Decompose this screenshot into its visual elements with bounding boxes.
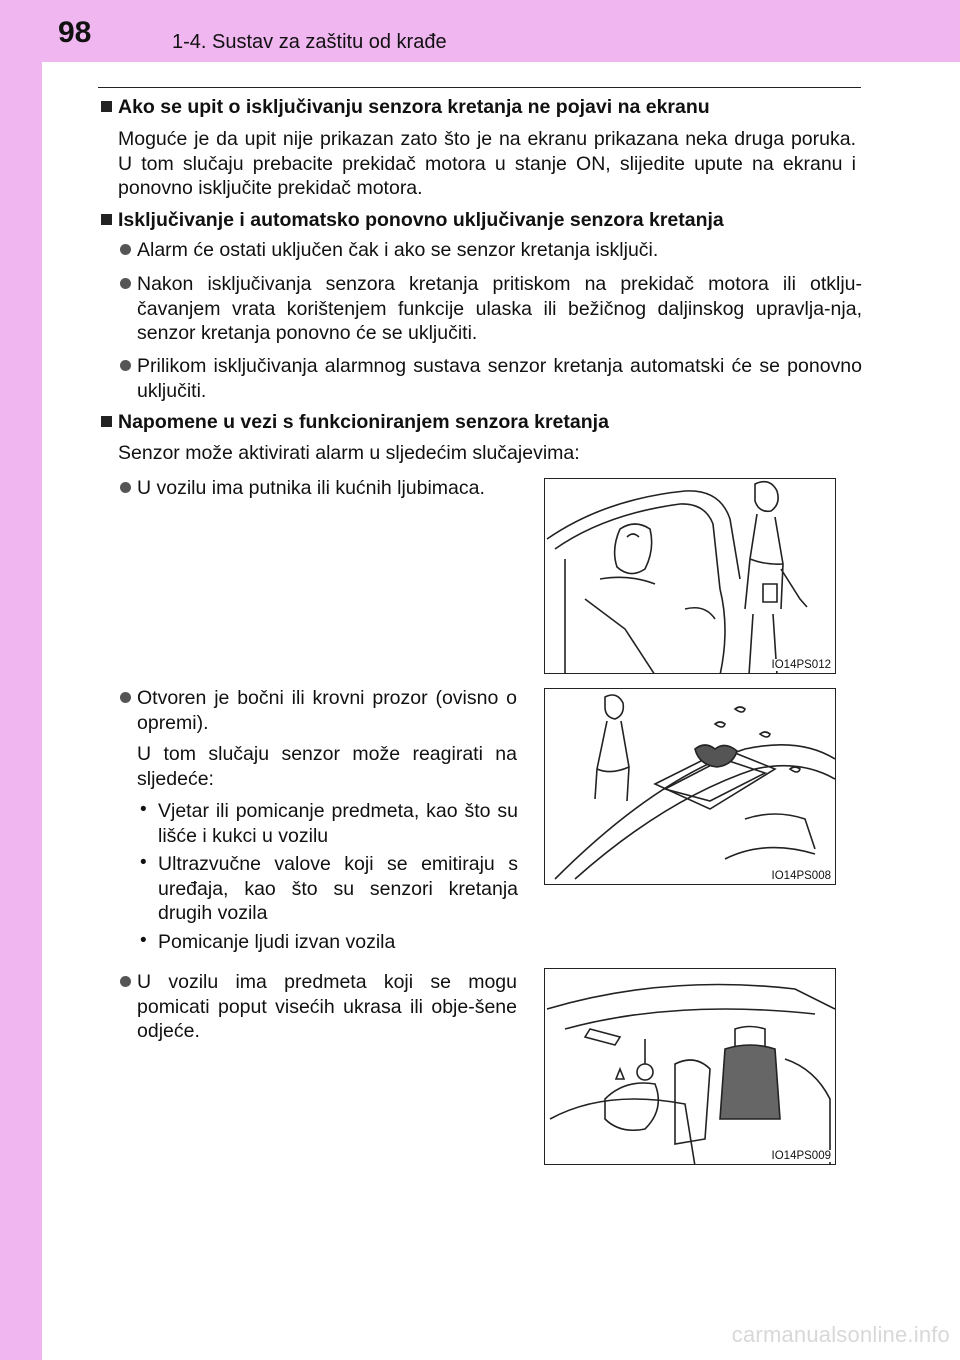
list-item: U vozilu ima putnika ili kućnih ljubimaca. (137, 477, 485, 499)
bullet-dot-icon (120, 692, 131, 703)
section-heading: Ako se upit o isključivanju senzora kretanja ne pojavi na ekranu (118, 96, 710, 118)
heading-square-icon (101, 416, 112, 427)
figure-code: IO14PS009 (771, 1150, 831, 1162)
section-title: 1-4. Sustav za zaštitu od krađe (172, 31, 447, 53)
section-heading: Isključivanje i automatsko ponovno uključivanje senzora kretanja (118, 209, 724, 231)
list-item: Alarm će ostati uključen čak i ako se senzor kretanja isključi. (137, 239, 659, 261)
sub-list-item: Ultrazvučne valove koji se emitiraju s uređaja, kao što su senzori kretanja drugih vozila (158, 853, 518, 924)
bullet-dot-icon (120, 244, 131, 255)
figure-code: IO14PS012 (771, 659, 831, 671)
paragraph: U tom slučaju senzor može reagirati na sljedeće: (137, 743, 517, 790)
heading-square-icon (101, 214, 112, 225)
page-number: 98 (58, 16, 92, 49)
list-item: Otvoren je bočni ili krovni prozor (ovisno o opremi). (137, 687, 517, 734)
paragraph: Moguće je da upit nije prikazan zato što je na ekranu prikazana neka druga poruka. U tom slučaju prebacite prekidač motora u stanje ON, slijedite upute na ekranu i ponovno isključite prekidač motora. (118, 128, 856, 199)
figure-hanging-objects (544, 968, 836, 1165)
sub-list-item: Vjetar ili pomicanje predmeta, kao što su lišće i kukci u vozilu (158, 800, 518, 847)
side-color-band (0, 0, 42, 1360)
section-heading: Napomene u vezi s funkcioniranjem senzora kretanja (118, 411, 609, 433)
bullet-dot-icon (120, 976, 131, 987)
header-color-band (0, 0, 960, 62)
header-divider (98, 87, 861, 88)
figure-open-sunroof (544, 688, 836, 885)
list-item: Prilikom isključivanja alarmnog sustava senzor kretanja automatski će se ponovno uključiti. (137, 355, 862, 402)
bullet-dot-icon (120, 278, 131, 289)
sub-bullet-symbol: • (140, 852, 147, 873)
bullet-dot-icon (120, 360, 131, 371)
list-item: U vozilu ima predmeta koji se mogu pomicati poput visećih ukrasa ili obje-šene odjeće. (137, 971, 517, 1042)
list-item: Nakon isključivanja senzora kretanja pritiskom na prekidač motora ili otklju-čavanjem vrata korištenjem funkcije ulaska ili bežičnog daljinskog upravlja-nja, senzor kretanja ponovno će se uključiti. (137, 273, 862, 344)
bullet-dot-icon (120, 482, 131, 493)
figure-code: IO14PS008 (771, 870, 831, 882)
heading-square-icon (101, 101, 112, 112)
dog-car-illustration (545, 479, 836, 674)
sunroof-illustration (545, 689, 836, 885)
footer-watermark[interactable]: carmanualsonline.info (731, 1322, 950, 1347)
paragraph: Senzor može aktivirati alarm u sljedećim slučajevima: (118, 442, 580, 464)
sub-bullet-symbol: • (140, 799, 147, 820)
figure-dog-in-car (544, 478, 836, 674)
sub-list-item: Pomicanje ljudi izvan vozila (158, 931, 396, 953)
sub-bullet-symbol: • (140, 930, 147, 951)
interior-illustration (545, 969, 836, 1165)
